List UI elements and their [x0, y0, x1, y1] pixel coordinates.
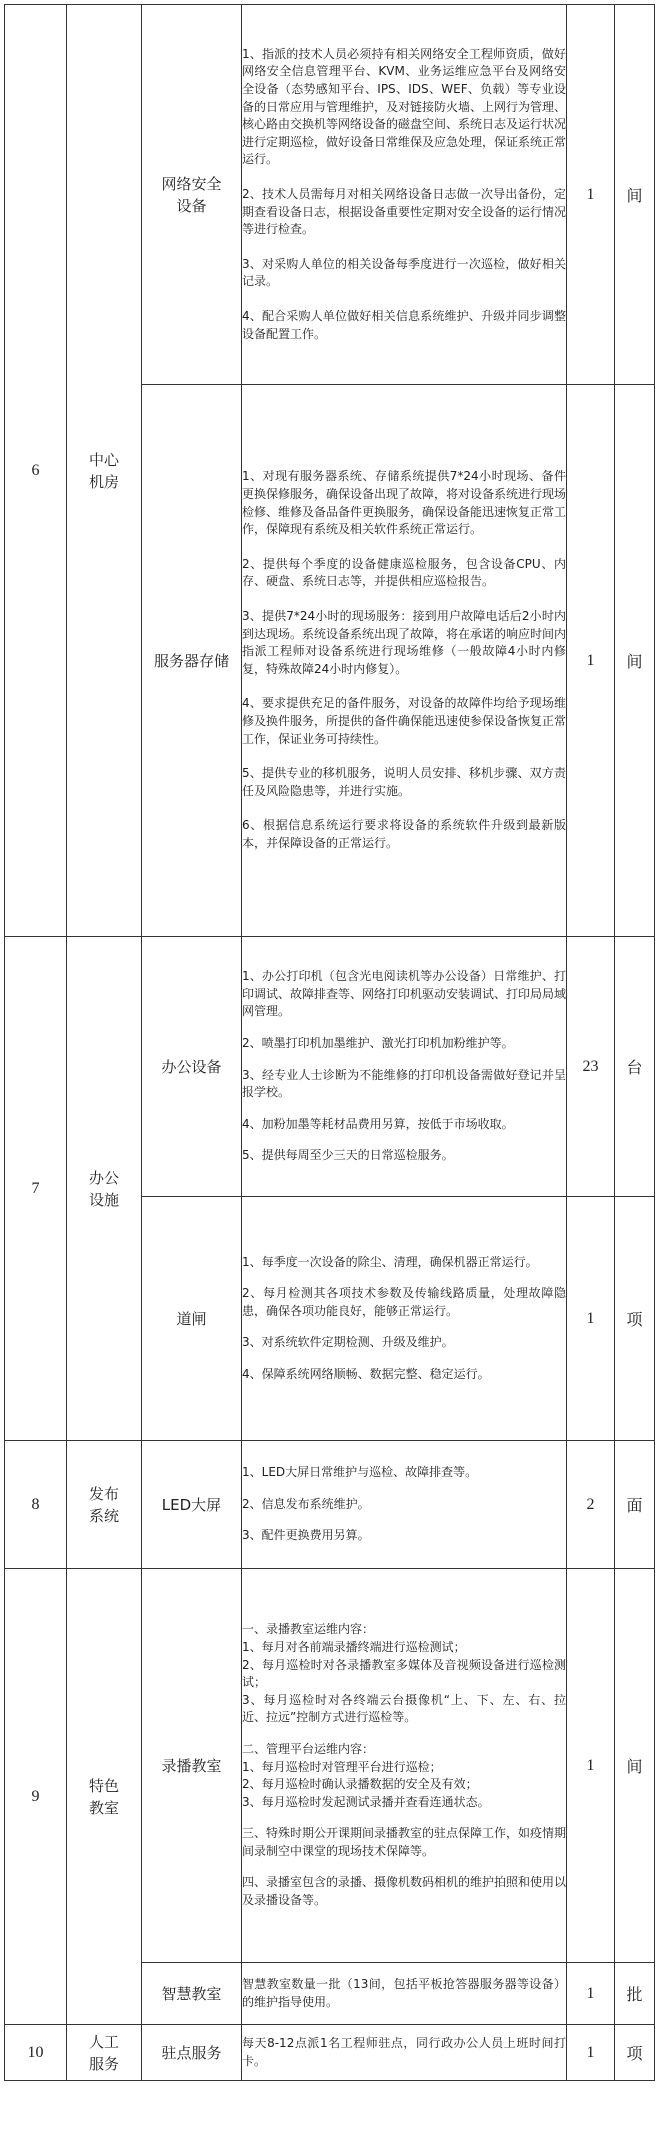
description-paragraph: 2、每月检测其各项技术参数及传输线路质量，处理故障隐患，确保各项功能良好，能够正常运行。 [242, 1286, 566, 1318]
item-cell [142, 5, 242, 385]
row-number [5, 5, 67, 937]
quantity-cell: 1 [567, 2025, 615, 2081]
system-name: 中心机房 [88, 450, 119, 491]
quantity-cell: 1 [567, 1963, 615, 2025]
row-number [5, 2025, 67, 2081]
description-cell [242, 1197, 567, 1441]
row-number-text: 9 [31, 1787, 40, 1805]
description-paragraph: 5、提供专业的移机服务，说明人员安排、移机步骤、双方责任及风险隐患等，并进行实施。 [242, 766, 566, 798]
row-number-text: 7 [31, 1179, 40, 1197]
item-name: 道闸 [176, 1309, 207, 1328]
system-name: 人工服务 [88, 2032, 119, 2073]
quantity-cell: 1 [567, 1569, 615, 1963]
description-paragraph: 四、录播室包含的录播、摄像机数码相机的维护拍照和使用以及录播设备等。 [242, 1875, 567, 1908]
description-cell [242, 2025, 567, 2081]
description-cell [242, 1441, 567, 1569]
system-cell [67, 5, 142, 937]
service-table [4, 4, 655, 2081]
description-paragraph: 6、根据信息系统运行要求将设备的系统软件升级到最新版本，并保障设备的正常运行。 [242, 818, 566, 850]
description-paragraph: 三、特殊时期公开课期间录播教室的驻点保障工作，如疫情期间录制空中课堂的现场技术保障等。 [242, 1826, 567, 1858]
item-cell [142, 1569, 242, 1963]
row-number-text: 6 [31, 461, 40, 479]
item-name: 智慧教室 [161, 1984, 222, 2003]
unit-cell: 面 [615, 1441, 655, 1569]
description-paragraph: 1、LED大屏日常维护与巡检、故障排查等。 [242, 1465, 478, 1480]
item-name: 驻点服务 [161, 2043, 222, 2062]
quantity-cell: 1 [567, 385, 615, 937]
table-row [5, 1569, 655, 1963]
description-paragraph: 1、对现有服务器系统、存储系统提供7*24小时现场、备件更换保修服务，确保设备出现了故障，将对设备系统进行现场检修、维修及备品备件更换服务，确保设备能迅速恢复正常工作，保障现有系统及相关软件系统正常运行。 [242, 469, 567, 537]
description-cell [242, 937, 567, 1197]
system-cell [67, 2025, 142, 2081]
unit-cell: 间 [615, 1569, 655, 1963]
row-number [5, 1441, 67, 1569]
item-cell [142, 1963, 242, 2025]
description-paragraph: 4、保障系统网络顺畅、数据完整、稳定运行。 [242, 1366, 490, 1381]
description-paragraph: 4、要求提供充足的备件服务，对设备的故障件均给予现场维修及换件服务，所提供的备件确保能迅速使参保设备恢复正常工作，保证业务可持续性。 [242, 696, 567, 746]
description-paragraph: 2、提供每个季度的设备健康巡检服务，包含设备CPU、内存、硬盘、系统日志等，并提供相应巡检报告。 [242, 556, 566, 589]
item-name: 办公设备 [161, 1057, 222, 1076]
description-cell [242, 1963, 567, 2025]
description-paragraph: 3、经专业人士诊断为不能维修的打印机设备需做好登记并呈报学校。 [242, 1067, 566, 1100]
description-paragraph: 一、录播教室运维内容： 1、每月对各前端录播终端进行巡检测试； 2、每月巡检时对各录播教室多媒体及音视频设备进行巡检测试； 3、每月巡检时对各终端云台摄像机“上、下、左、右、拉近、拉远”控制方式进行巡检等。 [242, 1622, 566, 1725]
item-cell [142, 385, 242, 937]
quantity-cell: 2 [567, 1441, 615, 1569]
row-number [5, 937, 67, 1441]
description-cell [242, 1569, 567, 1963]
unit-cell: 项 [615, 1197, 655, 1441]
description-paragraph: 智慧教室数量一批（13间，包括平板抢答器服务器等设备）的维护指导使用。 [242, 1976, 566, 2009]
description-paragraph: 二、管理平台运维内容： 1、每月巡检时对管理平台进行巡检； 2、每月巡检时确认录播数据的安全及有效； 3、每月巡检时发起测试录播并查看连通状态。 [242, 1741, 490, 1809]
description-paragraph: 1、每季度一次设备的除尘、清理，确保机器正常运行。 [242, 1254, 538, 1269]
unit-cell: 间 [615, 385, 655, 937]
unit-cell: 间 [615, 5, 655, 385]
item-cell [142, 1197, 242, 1441]
description-paragraph: 2、信息发布系统维护。 [242, 1496, 370, 1511]
description-paragraph: 1、指派的技术人员必须持有相关网络安全工程师资质，做好网络安全信息管理平台、KVM、业务运维应急平台及网络安全设备（态势感知平台、IPS、IDS、WEF、负载）等专业设备的日常应用与管理维护，及对链接防火墙、上网行为管理、核心路由交换机等网络设备的磁盘空间、系统日志及运行状况进行定期巡检，做好设备日常维保及应急处理，保证系统正常运行。 [242, 46, 567, 167]
description-paragraph: 4、配合采购人单位做好相关信息系统维护、升级并同步调整设备配置工作。 [242, 308, 566, 341]
description-paragraph: 3、对系统软件定期检测、升级及维护。 [242, 1335, 454, 1350]
item-cell [142, 937, 242, 1197]
description-paragraph: 4、加粉加墨等耗材品费用另算，按低于市场收取。 [242, 1116, 514, 1131]
item-name: 网络安全设备 [161, 174, 222, 215]
row-number-text: 8 [31, 1495, 40, 1513]
description-paragraph: 1、办公打印机（包含光电阅读机等办公设备）日常维护、打印调试、故障排查等、网络打印机驱动安装调试、打印局局域网管理。 [242, 969, 567, 1019]
unit-cell: 批 [615, 1963, 655, 2025]
table-row [5, 5, 655, 385]
table-row [5, 1441, 655, 1569]
item-name: LED大屏 [161, 1495, 222, 1514]
system-cell [67, 1569, 142, 2025]
table-row [5, 2025, 655, 2081]
item-cell [142, 2025, 242, 2081]
description-paragraph: 2、喷墨打印机加墨维护、激光打印机加粉维护等。 [242, 1035, 514, 1050]
unit-cell: 项 [615, 2025, 655, 2081]
system-name: 发布系统 [88, 1484, 119, 1525]
item-name: 录播教室 [161, 1756, 222, 1775]
item-cell [142, 1441, 242, 1569]
description-paragraph: 3、提供7*24小时的现场服务：接到用户故障电话后2小时内到达现场。系统设备系统出现了故障，将在承诺的响应时间内指派工程师对设备系统进行现场维修（一般故障4小时内修复，特殊故障24小时内修复）。 [242, 609, 567, 676]
system-cell [67, 1441, 142, 1569]
description-cell [242, 5, 567, 385]
row-number [5, 1569, 67, 2025]
row-number-text: 10 [27, 2043, 44, 2061]
unit-cell: 台 [615, 937, 655, 1197]
description-paragraph: 3、对采购人单位的相关设备每季度进行一次巡检，做好相关记录。 [242, 256, 566, 289]
description-cell [242, 385, 567, 937]
quantity-cell: 1 [567, 5, 615, 385]
table-row [5, 937, 655, 1197]
item-name: 服务器存储 [153, 651, 229, 670]
system-cell [67, 937, 142, 1441]
system-name: 特色教室 [88, 1776, 119, 1817]
quantity-cell: 23 [567, 937, 615, 1197]
description-paragraph: 5、提供每周至少三天的日常巡检服务。 [242, 1148, 454, 1163]
description-paragraph: 每天8-12点派1名工程师驻点，同行政办公人员上班时间打卡。 [242, 2035, 566, 2068]
quantity-cell: 1 [567, 1197, 615, 1441]
description-paragraph: 2、技术人员需每月对相关网络设备日志做一次导出备份，定期查看设备日志，根据设备重要性定期对安全设备的运行情况等进行检查。 [242, 187, 567, 237]
description-paragraph: 3、配件更换费用另算。 [242, 1528, 370, 1543]
system-name: 办公设施 [88, 1168, 119, 1209]
